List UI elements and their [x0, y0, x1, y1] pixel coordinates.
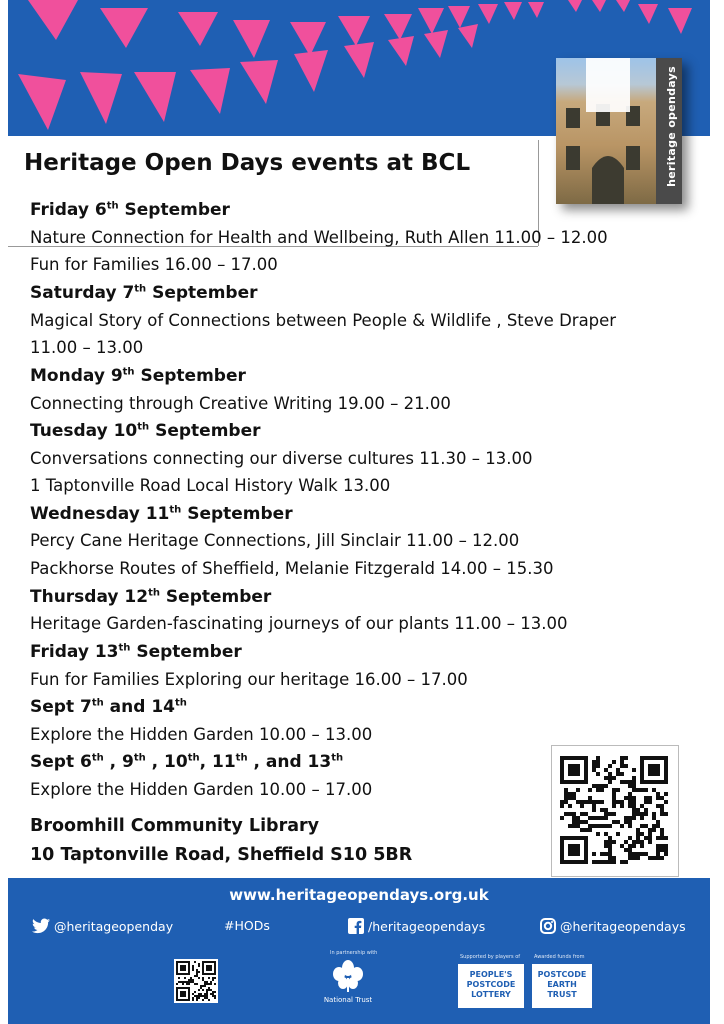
event-item: Explore the Hidden Garden 10.00 – 13.00 [30, 725, 373, 744]
peoples-postcode-lottery-logo: PEOPLE'S POSTCODE LOTTERY [458, 964, 524, 1008]
day-heading: Thursday 12th September [30, 587, 272, 607]
website-link[interactable]: www.heritageopendays.org.uk [229, 886, 489, 904]
national-trust-caption: In partnership with [330, 950, 378, 956]
lottery-caption: Supported by players of [460, 954, 521, 960]
day-heading: Friday 13th September [30, 642, 242, 662]
instagram-handle[interactable] [540, 918, 686, 934]
event-item: Magical Story of Connections between People & Wildlife , Steve Draper [30, 311, 617, 330]
event-item: Conversations connecting our diverse cultures 11.30 – 13.00 [30, 449, 533, 468]
twitter-bird-icon [32, 918, 50, 934]
event-item: Fun for Families 16.00 – 17.00 [30, 255, 278, 274]
logo-text: heritage opendays [665, 66, 678, 187]
venue-address: 10 Taptonville Road, Sheffield S10 5BR [30, 845, 413, 865]
footer [8, 878, 710, 1024]
national-trust-label: National Trust [323, 996, 373, 1004]
instagram-icon [540, 918, 556, 934]
event-item: Fun for Families Exploring our heritage 16.00 – 17.00 [30, 670, 468, 689]
twitter-handle[interactable] [32, 918, 173, 934]
twitter-handle-text: @heritageopenday [54, 918, 174, 934]
event-item: Packhorse Routes of Sheffield, Melanie Fitzgerald 14.00 – 15.30 [30, 559, 554, 578]
day-heading: Sept 6th , 9th , 10th, 11th , and 13th [30, 752, 344, 772]
event-item: 1 Taptonville Road Local History Walk 13.00 [30, 476, 391, 495]
event-item: Connecting through Creative Writing 19.00 – 21.00 [30, 394, 451, 413]
event-item: Explore the Hidden Garden 10.00 – 17.00 [30, 780, 373, 799]
instagram-handle-text: @heritageopendays [560, 918, 686, 934]
day-heading: Friday 6th September [30, 200, 230, 220]
facebook-handle[interactable] [348, 918, 485, 934]
hashtag-text: #HODs [224, 918, 270, 933]
qr-code[interactable] [552, 746, 678, 876]
event-item: Nature Connection for Health and Wellbeing, Ruth Allen 11.00 – 12.00 [30, 228, 608, 247]
day-heading: Tuesday 10th September [30, 421, 261, 441]
footer-qr-code[interactable] [174, 958, 218, 1004]
postcode-earth-trust-logo: POSTCODE EARTH TRUST [532, 964, 592, 1008]
event-item: Percy Cane Heritage Connections, Jill Sinclair 11.00 – 12.00 [30, 531, 520, 550]
facebook-handle-text: /heritageopendays [368, 918, 486, 934]
day-heading: Sept 7th and 14th [30, 697, 187, 717]
event-item: Heritage Garden-fascinating journeys of our plants 11.00 – 13.00 [30, 614, 568, 633]
venue-name: Broomhill Community Library [30, 816, 320, 836]
facebook-icon [348, 918, 364, 934]
day-heading: Wednesday 11th September [30, 504, 293, 524]
day-heading: Monday 9th September [30, 366, 246, 386]
qr-code-pattern [552, 746, 678, 876]
day-heading: Saturday 7th September [30, 283, 258, 303]
page-title: Heritage Open Days events at BCL [24, 150, 471, 176]
oak-leaf-icon [330, 958, 366, 994]
logo-h-shape [556, 58, 682, 204]
hashtag [224, 918, 270, 933]
event-item: 11.00 – 13.00 [30, 338, 144, 357]
trust-caption: Awarded funds from [534, 954, 585, 960]
heritage-open-days-logo [556, 58, 682, 204]
